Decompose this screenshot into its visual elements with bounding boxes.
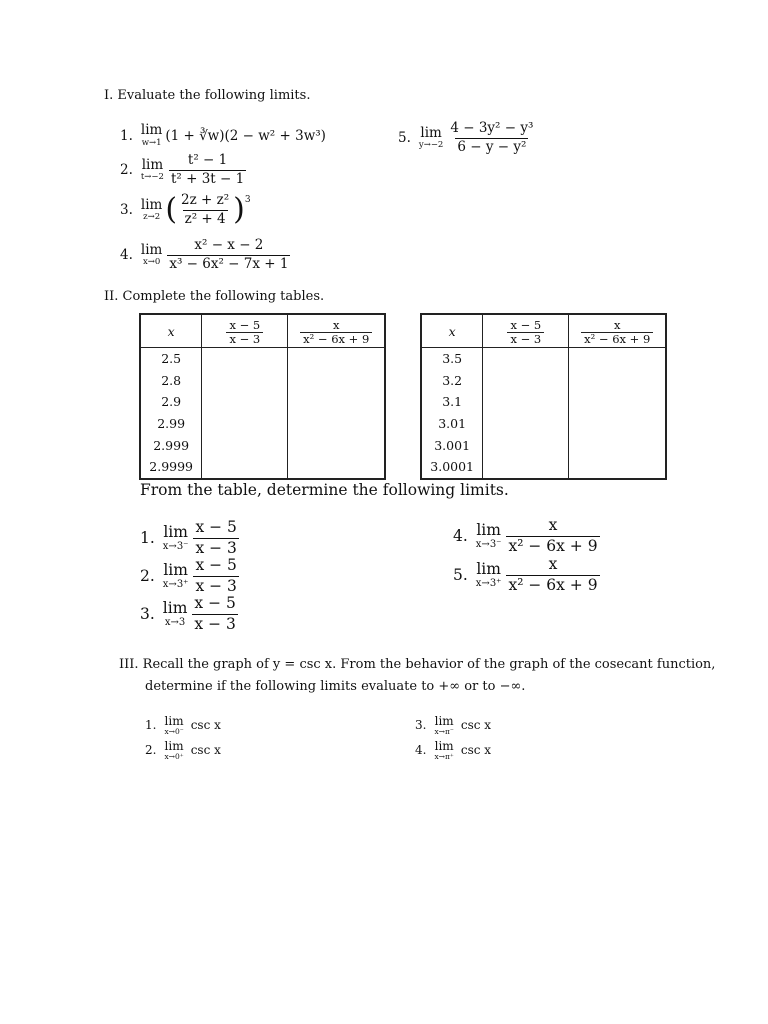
header-col1: $\frac{x - 5}{x - 3}$ [483, 314, 569, 348]
lim-operator: lim x→0 [140, 241, 163, 268]
x-value: 3.01 [438, 416, 467, 432]
csc-limit-1 [145, 715, 221, 736]
answer-cell[interactable] [569, 348, 666, 370]
item-number: 5. [398, 130, 411, 147]
lim-operator: lim x→π⁻ [434, 714, 454, 736]
answer-cell[interactable] [483, 370, 569, 392]
lim-operator: lim z→2 [140, 196, 163, 223]
answer-cell[interactable] [202, 348, 288, 370]
csc-expression: csc x [190, 718, 221, 733]
section-3-line-1: III. Recall the graph of y = csc x. From the behavior of the graph of the cosecant function, [119, 657, 716, 672]
header-col2: $\frac{x}{\text{x² − 6x + 9}}$ [288, 314, 385, 348]
answer-cell[interactable] [569, 391, 666, 413]
lim-operator: lim t→−2 [140, 156, 164, 183]
table-row [140, 348, 385, 370]
section-3-line-2: determine if the following limits evaluate to +∞ or to −∞. [145, 679, 526, 694]
answer-cell[interactable] [202, 370, 288, 392]
csc-expression: csc x [460, 743, 492, 758]
csc-expression: csc x [460, 718, 492, 733]
right-value-table [420, 313, 667, 480]
answer-cell[interactable] [569, 370, 666, 392]
limit-fraction: $\frac{x}{\text{x² − 6x + 9}}$ [508, 555, 598, 594]
csc-expression: csc x [190, 743, 221, 758]
limit-fraction: $\frac{\text{4 − 3y² − y³}}{\text{6 − y − y²}}$ [450, 120, 534, 155]
table-row [421, 348, 666, 370]
item-number: 3. [140, 605, 155, 624]
limit-expression: (1 + ∛w)(2 − w² + 3w³) [165, 127, 326, 144]
csc-limit-2 [145, 740, 221, 761]
item-number: 1. [145, 718, 157, 733]
answer-cell[interactable] [202, 413, 288, 435]
left-value-table [139, 313, 386, 480]
limit-item-4 [120, 238, 292, 272]
item-number: 2. [120, 162, 133, 179]
item-number: 3. [120, 202, 133, 219]
table-limit-5 [453, 556, 602, 595]
item-number: 3. [415, 718, 427, 733]
table-limit-4 [453, 517, 602, 556]
x-value: 2.5 [161, 351, 182, 367]
table-limit-3 [140, 595, 240, 634]
table-row [140, 434, 385, 456]
answer-cell[interactable] [288, 413, 385, 435]
table-row [421, 456, 666, 479]
lim-operator: lim x→0⁻ [164, 714, 184, 736]
lim-operator: lim x→3 [162, 599, 188, 628]
item-number: 2. [145, 743, 157, 758]
section-1-heading: I. Evaluate the following limits. [104, 88, 311, 103]
answer-cell[interactable] [288, 348, 385, 370]
csc-limit-4 [415, 740, 491, 761]
header-x: x [140, 314, 202, 348]
table-row [421, 434, 666, 456]
limit-fraction: $\frac{x - 5}{x - 3}$ [195, 518, 237, 557]
limit-item-1 [120, 124, 326, 147]
limit-fraction: $\frac{x - 5}{x - 3}$ [194, 594, 236, 633]
answer-cell[interactable] [202, 434, 288, 456]
csc-limit-3 [415, 715, 491, 736]
lim-operator: lim x→3⁺ [475, 560, 502, 589]
item-number: 1. [140, 529, 155, 548]
lim-operator: lim x→3⁻ [475, 521, 502, 550]
answer-cell[interactable] [569, 434, 666, 456]
item-number: 1. [120, 127, 133, 144]
table-row [140, 370, 385, 392]
x-value: 3.5 [442, 351, 463, 367]
table-row [140, 391, 385, 413]
exponent: 3 [244, 195, 251, 205]
limit-fraction: $\frac{x - 5}{x - 3}$ [195, 556, 237, 595]
answer-cell[interactable] [202, 456, 288, 479]
x-value: 2.9999 [149, 459, 194, 475]
table-row [140, 413, 385, 435]
x-value: 2.99 [157, 416, 186, 432]
limit-fraction: $\frac{\text{2z + z²}}{\text{z² + 4}}$ [181, 192, 230, 227]
limit-item-3: 3. lim z→2 ( $\frac{\text{2z + z²}}{\text{z² + 4}}$ ) $^3$ [120, 192, 251, 228]
lim-operator: lim x→3⁺ [162, 561, 189, 590]
limit-fraction: $\frac{\text{x² − x − 2}}{\text{x³ − 6x² − 7x + 1}}$ [169, 237, 289, 272]
answer-cell[interactable] [483, 391, 569, 413]
answer-cell[interactable] [288, 391, 385, 413]
lim-operator: lim x→π⁺ [434, 739, 454, 761]
header-col1: $\frac{x - 5}{x - 3}$ [202, 314, 288, 348]
item-number: 4. [415, 743, 427, 758]
table-instruction: From the table, determine the following limits. [140, 481, 509, 499]
lim-operator: lim y→−2 [418, 124, 444, 151]
x-value: 3.1 [442, 394, 463, 410]
x-value: 3.001 [434, 437, 471, 453]
answer-cell[interactable] [288, 370, 385, 392]
limit-fraction: $\frac{x}{\text{x² − 6x + 9}}$ [508, 516, 598, 555]
table-limit-2 [140, 557, 241, 596]
answer-cell[interactable] [483, 434, 569, 456]
table-row [421, 391, 666, 413]
table-row [140, 456, 385, 479]
table-row [421, 370, 666, 392]
item-number: 2. [140, 567, 155, 586]
x-value: 2.999 [153, 437, 190, 453]
answer-cell[interactable] [288, 434, 385, 456]
limit-item-2 [120, 153, 248, 187]
limit-fraction: $\frac{\text{t² − 1}}{\text{t² + 3t − 1}}$ [170, 152, 245, 187]
item-number: 4. [120, 247, 133, 264]
item-number: 5. [453, 566, 468, 585]
answer-cell[interactable] [202, 391, 288, 413]
answer-cell[interactable] [483, 456, 569, 479]
x-value: 3.0001 [430, 459, 475, 475]
section-2-heading: II. Complete the following tables. [104, 289, 325, 304]
answer-cell[interactable] [288, 456, 385, 479]
lim-operator: lim x→3⁻ [162, 523, 189, 552]
answer-cell[interactable] [483, 348, 569, 370]
x-value: 2.9 [161, 394, 182, 410]
table-limit-1 [140, 519, 241, 558]
lim-operator: lim w→1 [140, 122, 163, 148]
item-number: 4. [453, 527, 468, 546]
header-x: x [421, 314, 483, 348]
answer-cell[interactable] [569, 413, 666, 435]
header-col2: $\frac{x}{\text{x² − 6x + 9}}$ [569, 314, 666, 348]
answer-cell[interactable] [483, 413, 569, 435]
x-value: 3.2 [442, 372, 463, 388]
lim-operator: lim x→0⁺ [164, 739, 184, 761]
answer-cell[interactable] [569, 456, 666, 479]
table-row [421, 413, 666, 435]
x-value: 2.8 [161, 372, 182, 388]
limit-item-5 [398, 121, 537, 155]
